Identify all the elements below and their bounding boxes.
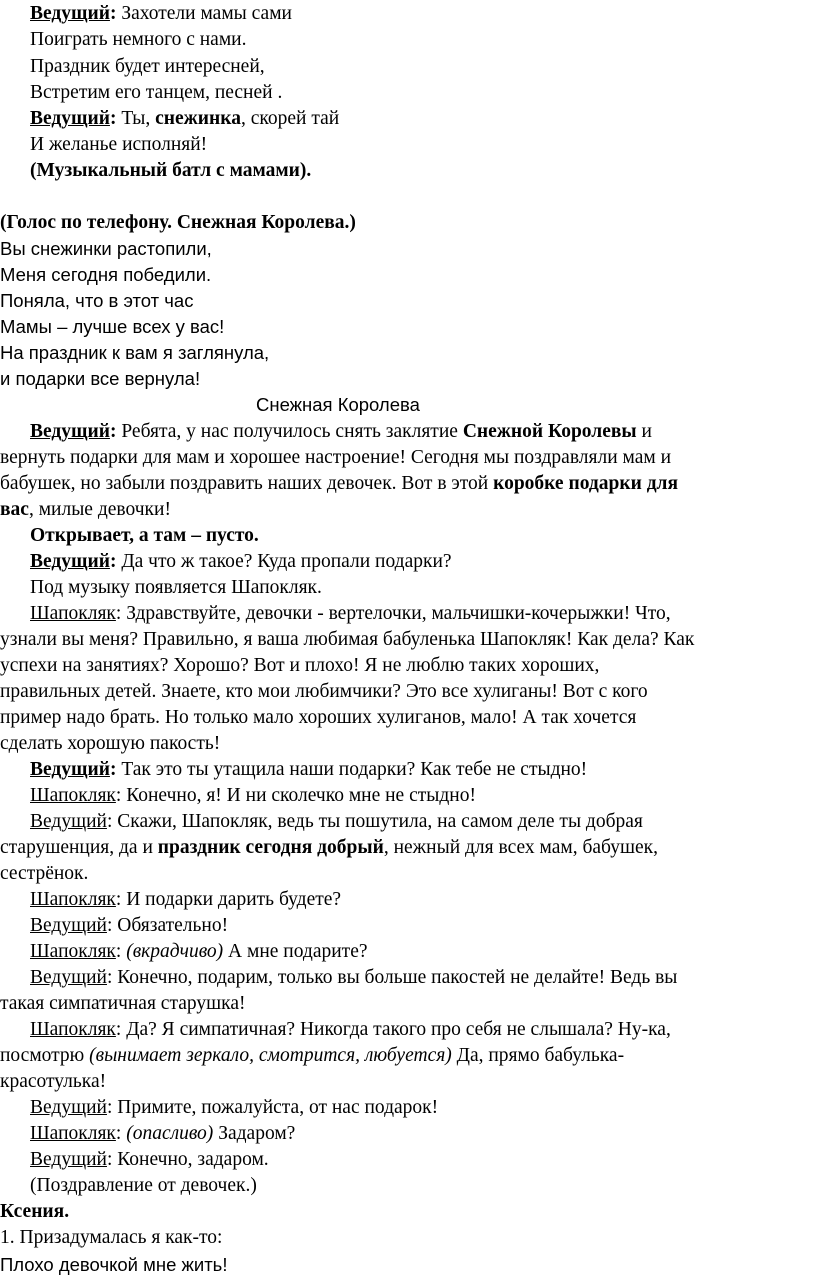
text-segment: вас bbox=[0, 499, 29, 520]
text-segment: Открывает, а там – пусто. bbox=[30, 525, 259, 546]
text-segment: Меня сегодня победили. bbox=[0, 264, 212, 285]
text-segment: снежинка bbox=[155, 108, 241, 129]
text-line bbox=[30, 159, 311, 183]
text-segment: : bbox=[109, 3, 117, 24]
text-segment: Так это ты утащила наши подарки? Как тебе не стыдно! bbox=[116, 759, 588, 780]
text-line bbox=[30, 914, 228, 938]
text-segment: Задаром? bbox=[213, 1123, 296, 1144]
text-segment: красотулька! bbox=[0, 1071, 107, 1092]
speaker-label-shapoklyak: Шапокляк bbox=[30, 603, 116, 624]
text-segment: Да что ж такое? Куда пропали подарки? bbox=[116, 551, 452, 572]
text-line bbox=[30, 966, 677, 990]
text-segment: Снежная Королева bbox=[256, 394, 420, 415]
text-segment: вернуть подарки для мам и хорошее настроение! Сегодня мы поздравляли мам и bbox=[0, 447, 672, 468]
speaker-label-host: Ведущий bbox=[30, 551, 110, 572]
text-segment: Ксения. bbox=[0, 1201, 70, 1222]
text-line bbox=[0, 628, 694, 652]
text-segment: : bbox=[109, 421, 117, 442]
text-segment: На праздник к вам я заглянула, bbox=[0, 342, 270, 363]
text-segment: , милые девочки! bbox=[28, 499, 171, 520]
text-segment: : Примите, пожалуйста, от нас подарок! bbox=[106, 1097, 439, 1118]
text-segment: : Конечно, я! И ни сколечко мне не стыдно! bbox=[115, 785, 476, 806]
text-line bbox=[30, 1018, 671, 1042]
text-line bbox=[0, 1044, 624, 1068]
text-segment: : bbox=[109, 551, 117, 572]
text-line bbox=[0, 732, 220, 756]
speaker-label-shapoklyak: Шапокляк bbox=[30, 1019, 116, 1040]
text-line bbox=[0, 211, 356, 235]
speaker-label-shapoklyak: Шапокляк bbox=[30, 941, 116, 962]
text-segment: (Музыкальный батл с мамами). bbox=[30, 160, 312, 181]
text-line bbox=[0, 315, 224, 339]
text-line bbox=[0, 836, 658, 860]
text-line bbox=[30, 940, 368, 964]
speaker-label-host: Ведущий bbox=[30, 759, 110, 780]
text-line bbox=[30, 784, 476, 808]
text-line bbox=[30, 1148, 269, 1172]
text-segment: Поняла, что в этот час bbox=[0, 290, 194, 311]
text-segment: такая симпатичная старушка! bbox=[0, 993, 246, 1014]
text-segment: узнали вы меня? Правильно, я ваша любимая бабуленька Шапокляк! Как дела? Как bbox=[0, 629, 695, 650]
text-line bbox=[0, 1226, 222, 1250]
text-segment: : Скажи, Шапокляк, ведь ты пошутила, на самом деле ты добрая bbox=[106, 811, 643, 832]
text-line bbox=[30, 2, 292, 26]
text-line bbox=[30, 810, 643, 834]
stage-direction: (опасливо) bbox=[126, 1123, 214, 1144]
speaker-label-host: Ведущий bbox=[30, 108, 110, 129]
text-line bbox=[30, 1096, 438, 1120]
text-segment: сделать хорошую пакость! bbox=[0, 733, 221, 754]
text-segment: Снежной Королевы bbox=[462, 421, 637, 442]
text-line bbox=[0, 706, 636, 730]
text-line bbox=[0, 237, 212, 261]
text-segment: : Обязательно! bbox=[106, 915, 229, 936]
text-line bbox=[0, 446, 671, 470]
text-segment: старушенция, да и bbox=[0, 837, 158, 858]
text-segment: праздник сегодня добрый bbox=[157, 837, 384, 858]
text-line bbox=[30, 524, 259, 548]
text-segment: И желанье исполняй! bbox=[30, 134, 208, 155]
text-segment: и bbox=[636, 421, 652, 442]
text-segment: , нежный для всех мам, бабушек, bbox=[383, 837, 658, 858]
text-segment: успехи на занятиях? Хорошо? Вот и плохо! Я не люблю таких хороших, bbox=[0, 655, 600, 676]
text-line bbox=[30, 81, 282, 105]
text-line bbox=[30, 1122, 295, 1146]
text-line bbox=[0, 654, 599, 678]
text-segment: Вы снежинки растопили, bbox=[0, 238, 212, 259]
text-segment: А мне подарите? bbox=[223, 941, 368, 962]
stage-direction: (вкрадчиво) bbox=[126, 941, 224, 962]
text-segment: бабушек, но забыли поздравить наших девочек. Вот в этой bbox=[0, 473, 494, 494]
text-segment: : Да? Я симпатичная? Никогда такого про себя не слышала? Ну-ка, bbox=[115, 1019, 671, 1040]
speaker-label-host: Ведущий bbox=[30, 1149, 107, 1170]
text-segment: : bbox=[115, 1123, 127, 1144]
text-segment: Поиграть немного с нами. bbox=[30, 29, 247, 50]
text-line bbox=[30, 758, 587, 782]
text-segment: коробке подарки для bbox=[493, 473, 679, 494]
text-line bbox=[30, 420, 652, 444]
text-line bbox=[30, 133, 207, 157]
text-line bbox=[0, 1070, 106, 1094]
text-line bbox=[0, 289, 193, 313]
speaker-label-host: Ведущий bbox=[30, 3, 110, 24]
text-segment: Праздник будет интересней, bbox=[30, 56, 265, 77]
text-segment: : bbox=[115, 941, 127, 962]
text-segment: Мамы – лучше всех у вас! bbox=[0, 316, 225, 337]
text-segment: Встретим его танцем, песней . bbox=[30, 82, 283, 103]
text-line bbox=[30, 550, 452, 574]
text-segment: Захотели мамы сами bbox=[116, 3, 292, 24]
text-segment: Плохо девочкой мне жить! bbox=[0, 1254, 228, 1275]
text-line bbox=[30, 28, 246, 52]
text-line bbox=[0, 1253, 227, 1277]
text-line bbox=[0, 680, 648, 704]
text-segment: Под музыку появляется Шапокляк. bbox=[30, 577, 322, 598]
text-line bbox=[30, 55, 265, 79]
text-segment: (Голос по телефону. Снежная Королева.) bbox=[0, 212, 356, 233]
text-segment: Ребята, у нас получилось снять заклятие bbox=[116, 421, 463, 442]
text-line bbox=[0, 992, 245, 1016]
speaker-label-shapoklyak: Шапокляк bbox=[30, 889, 116, 910]
text-segment: : bbox=[109, 108, 117, 129]
text-segment: Да, прямо бабулька- bbox=[451, 1045, 625, 1066]
text-line bbox=[0, 862, 88, 886]
text-segment: посмотрю bbox=[0, 1045, 90, 1066]
speaker-label-host: Ведущий bbox=[30, 967, 107, 988]
text-line bbox=[0, 1200, 69, 1224]
text-segment: : И подарки дарить будете? bbox=[115, 889, 342, 910]
stage-direction: (вынимает зеркало, смотрится, любуется) bbox=[89, 1045, 452, 1066]
text-segment: : Конечно, задаром. bbox=[106, 1149, 269, 1170]
speaker-label-host: Ведущий bbox=[30, 421, 110, 442]
text-line bbox=[0, 472, 678, 496]
speaker-label-host: Ведущий bbox=[30, 811, 107, 832]
text-line bbox=[30, 107, 339, 131]
text-segment: сестрёнок. bbox=[0, 863, 89, 884]
text-segment: пример надо брать. Но только мало хороших хулиганов, мало! А так хочется bbox=[0, 707, 637, 728]
text-line bbox=[0, 263, 211, 287]
text-segment: , скорей тай bbox=[240, 108, 340, 129]
text-line bbox=[256, 393, 420, 417]
text-line bbox=[30, 888, 341, 912]
text-line bbox=[30, 576, 322, 600]
speaker-label-shapoklyak: Шапокляк bbox=[30, 1123, 116, 1144]
text-line bbox=[30, 602, 671, 626]
speaker-label-host: Ведущий bbox=[30, 1097, 107, 1118]
speaker-label-shapoklyak: Шапокляк bbox=[30, 785, 116, 806]
text-line bbox=[0, 367, 200, 391]
text-segment: : Конечно, подарим, только вы больше пакостей не делайте! Ведь вы bbox=[106, 967, 678, 988]
speaker-label-host: Ведущий bbox=[30, 915, 107, 936]
text-segment: и подарки все вернула! bbox=[0, 368, 201, 389]
text-segment: 1. Призадумалась я как-то: bbox=[0, 1227, 223, 1248]
text-segment: : Здравствуйте, девочки - вертелочки, мальчишки-кочерыжки! Что, bbox=[115, 603, 671, 624]
text-segment: правильных детей. Знаете, кто мои любимчики? Это все хулиганы! Вот с кого bbox=[0, 681, 648, 702]
text-segment: Ты, bbox=[116, 108, 156, 129]
text-line bbox=[0, 341, 269, 365]
text-segment: : bbox=[109, 759, 117, 780]
text-segment: (Поздравление от девочек.) bbox=[30, 1175, 257, 1196]
text-line bbox=[30, 1174, 257, 1198]
text-line bbox=[0, 498, 171, 522]
